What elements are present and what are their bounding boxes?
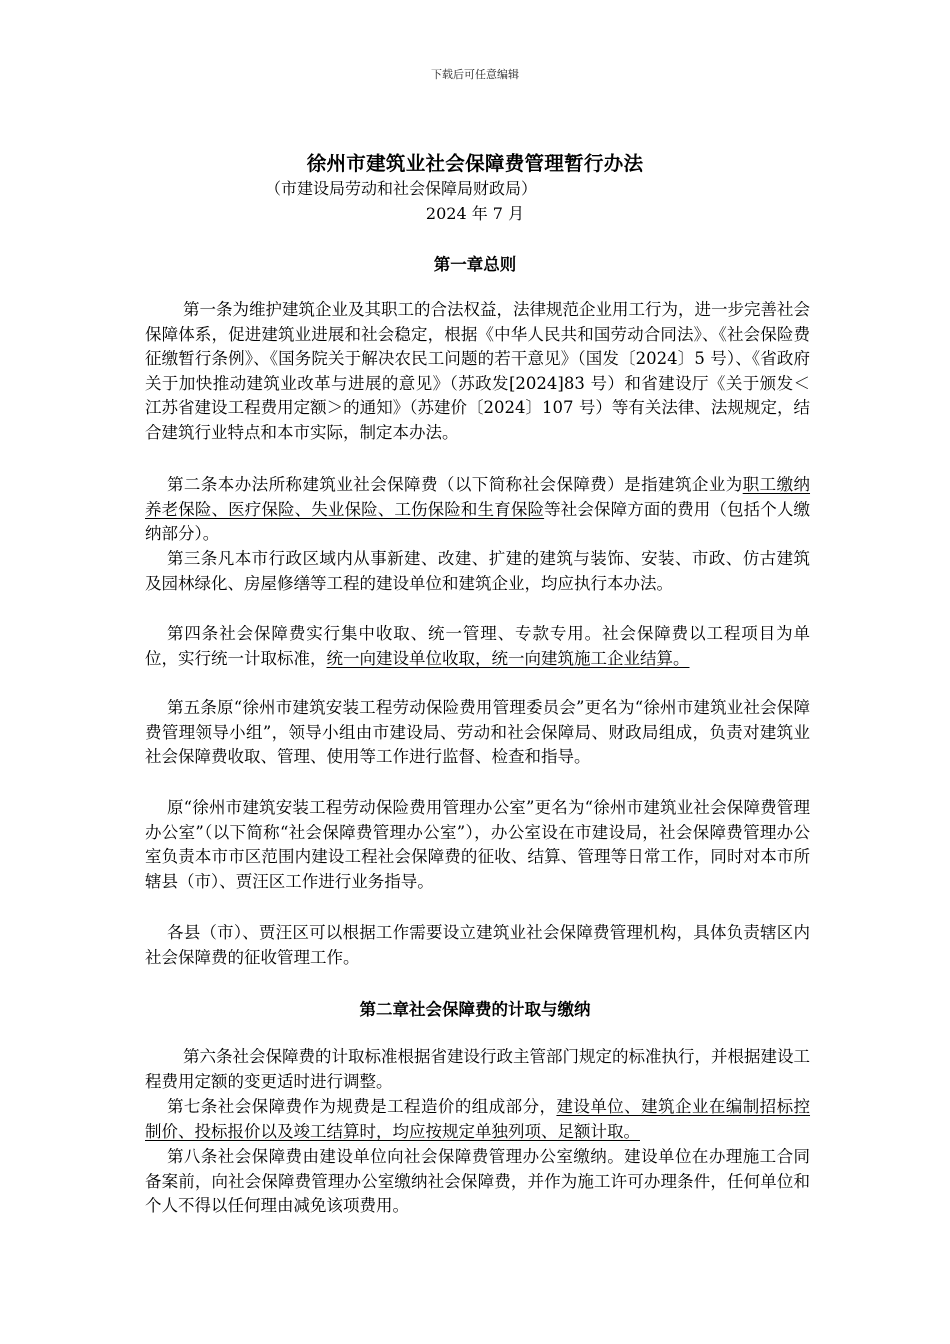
document-subtitle: （市建设局劳动和社会保障局财政局） (265, 179, 538, 198)
article-8: 第八条社会保障费由建设单位向社会保障费管理办公室缴纳。建设单位在办理施工合同备案前，向社会保障费管理办公室缴纳社会保障费，并作为施工许可办理条件，任何单位和个人不得以任何理由减免该项费用。 (145, 1147, 810, 1215)
chapter-1-heading: 第一章总则 (433, 255, 517, 274)
article-2-text-a: 第二条本办法所称建筑业社会保障费（以下简称社会保障费）是指建筑企业为 (167, 475, 743, 494)
document-date: 2024 年 7 月 (425, 204, 525, 223)
document-title: 徐州市建筑业社会保障费管理暂行办法 (306, 152, 644, 175)
article-2-underlined: 职工缴纳养老保险、医疗保险、失业保险、工伤保险和生育保险 (145, 475, 811, 519)
article-7-text-a: 第七条社会保障费作为规费是工程造价的组成部分， (167, 1097, 557, 1116)
article-5: 第五条原“徐州市建筑安装工程劳动保险费用管理委员会”更名为“徐州市建筑业社会保障费管理领导小组”，领导小组由市建设局、劳动和社会保障局、财政局组成，负责对建筑业社会保障费收取、管理、使用等工作进行监督、检查和指导。 (145, 698, 810, 766)
article-2 (145, 473, 810, 547)
article-7-underlined: 建设单位、建筑企业在编制招标控制价、投标报价以及竣工结算时，均应按规定单独列项、足额计取。 (145, 1097, 811, 1141)
article-4-text-a: 第四条社会保障费实行集中收取、统一管理、专款专用。社会保障费以工程项目为单位，实行统一计取标准， (145, 624, 810, 668)
header-note: 下载后可任意编辑 (431, 68, 519, 81)
article-1: 第一条为维护建筑企业及其职工的合法权益，法律规范企业用工行为，进一步完善社会保障体系，促进建筑业进展和社会稳定，根据《中华人民共和国劳动合同法》、《社会保险费征缴暂行条例》、《国务院关于解决农民工问题的若干意见》（国发〔2024〕5 号）、《省政府关于加快推动建筑业改革与进展的意见》（苏政发[2024]83 号）和省建设厅《关于颁发＜江苏省建设工程费用定额＞的通知》（苏建价〔2024〕107 号）等有关法律、法规规定，结合建筑行业特点和本市实际，制定本办法。 (145, 300, 810, 442)
article-7 (145, 1095, 810, 1144)
article-5-office-paragraph: 原“徐州市建筑安装工程劳动保险费用管理办公室”更名为“徐州市建筑业社会保障费管理办公室”（以下简称“社会保障费管理办公室”），办公室设在市建设局，社会保障费管理办公室负责本市市区范围内建设工程社会保障费的征收、结算、管理等日常工作，同时对本市所辖县（市）、贾汪区工作进行业务指导。 (145, 798, 810, 891)
article-4-underlined: 统一向建设单位收取，统一向建筑施工企业结算。 (326, 648, 690, 668)
article-3: 第三条凡本市行政区域内从事新建、改建、扩建的建筑与装饰、安装、市政、仿古建筑及园林绿化、房屋修缮等工程的建设单位和建筑企业，均应执行本办法。 (145, 549, 810, 593)
article-4 (145, 622, 810, 671)
article-6: 第六条社会保障费的计取标准根据省建设行政主管部门规定的标准执行，并根据建设工程费用定额的变更适时进行调整。 (145, 1047, 810, 1091)
article-2-text-b: 等社会保障方面的费用（包括个人缴纳部分）。 (145, 499, 811, 543)
article-5-county-paragraph: 各县（市）、贾汪区可以根据工作需要设立建筑业社会保障费管理机构，具体负责辖区内社会保障费的征收管理工作。 (145, 923, 810, 967)
chapter-2-heading: 第二章社会保障费的计取与缴纳 (359, 1000, 591, 1019)
